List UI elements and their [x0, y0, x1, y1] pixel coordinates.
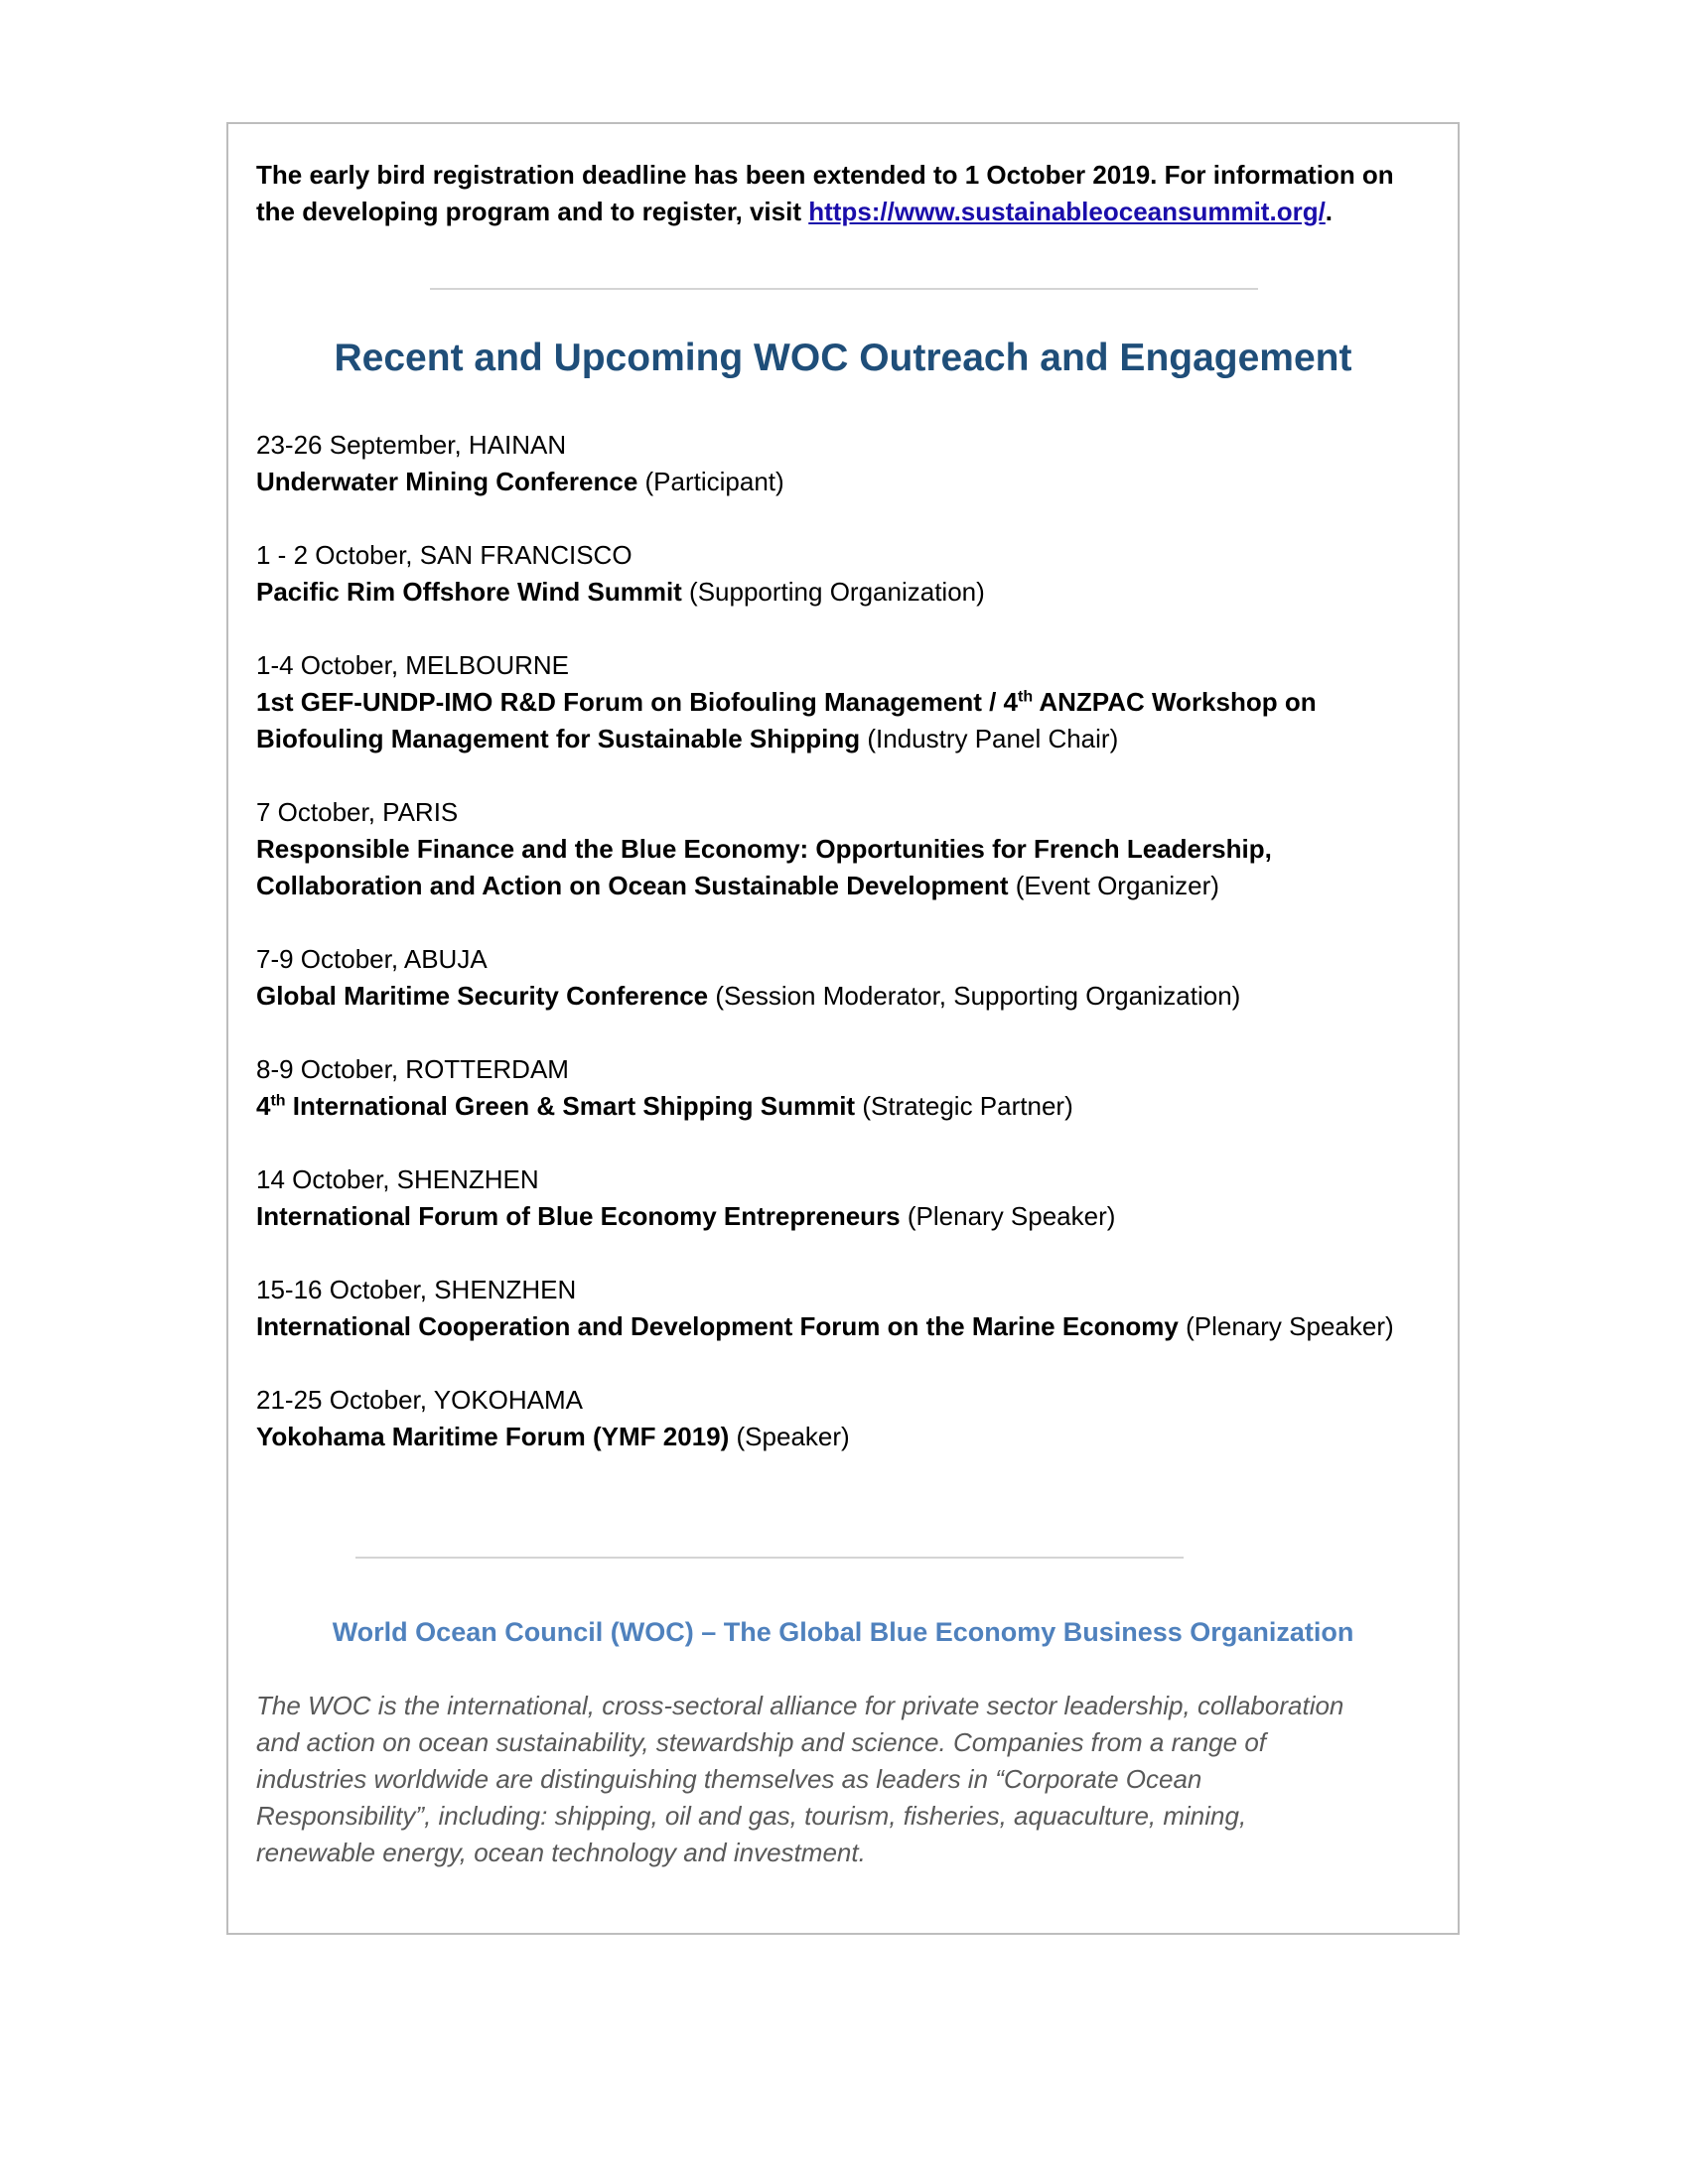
ordinal-suffix: th [270, 1092, 286, 1110]
event-item [256, 1272, 1428, 1345]
event-item [256, 427, 1428, 500]
event-item [256, 537, 1428, 611]
event-date-location: 1 - 2 October, SAN FRANCISCO [256, 540, 633, 570]
registration-notice [256, 157, 1428, 230]
event-date-location: 15-16 October, SHENZHEN [256, 1275, 577, 1304]
event-role: (Plenary Speaker) [1178, 1311, 1394, 1341]
event-item [256, 1051, 1428, 1125]
footer-title: World Ocean Council (WOC) – The Global Blue Economy Business Organization [332, 1617, 1354, 1647]
event-item [256, 1382, 1428, 1455]
event-name: International Forum of Blue Economy Entrepreneurs [256, 1201, 901, 1231]
event-item [256, 941, 1428, 1015]
event-name-part: International Green & Smart Shipping Summit [285, 1091, 856, 1121]
event-date-location: 14 October, SHENZHEN [256, 1164, 539, 1194]
event-role: (Strategic Partner) [855, 1091, 1073, 1121]
event-name: Global Maritime Security Conference [256, 981, 709, 1011]
top-divider [430, 288, 1258, 290]
event-name: Pacific Rim Offshore Wind Summit [256, 577, 682, 607]
event-date-location: 21-25 October, YOKOHAMA [256, 1385, 583, 1415]
event-role: (Session Moderator, Supporting Organization) [708, 981, 1241, 1011]
event-date-location: 23-26 September, HAINAN [256, 430, 567, 460]
event-date-location: 7-9 October, ABUJA [256, 944, 488, 974]
event-name: Underwater Mining Conference [256, 467, 638, 496]
event-name: Responsible Finance and the Blue Economy: Opportunities for French Leadership, Collaboration and Action on Ocean Sustainable Development [256, 834, 1272, 900]
event-name-part: ANZPAC Workshop on Biofouling Management for Sustainable Shipping [256, 687, 1317, 753]
bottom-divider [355, 1557, 1184, 1559]
event-role: (Supporting Organization) [681, 577, 985, 607]
event-item [256, 1161, 1428, 1235]
event-date-location: 8-9 October, ROTTERDAM [256, 1054, 569, 1084]
event-role: (Plenary Speaker) [900, 1201, 1116, 1231]
event-role: (Speaker) [729, 1422, 850, 1451]
event-name: Yokohama Maritime Forum (YMF 2019) [256, 1422, 730, 1451]
event-name [256, 1091, 855, 1121]
event-role: (Industry Panel Chair) [860, 724, 1119, 753]
event-name-part: 4 [256, 1091, 271, 1121]
registration-notice-text: The early bird registration deadline has been extended to 1 October 2019. For information on the developing program and to register, visit [256, 160, 1394, 226]
events-list [256, 427, 1428, 1492]
section-title: Recent and Upcoming WOC Outreach and Engagement [334, 337, 1352, 379]
event-date-location: 1-4 October, MELBOURNE [256, 650, 569, 680]
event-date-location: 7 October, PARIS [256, 797, 459, 827]
registration-notice-end: . [1325, 197, 1334, 226]
event-item [256, 647, 1428, 757]
event-role: (Event Organizer) [1008, 871, 1219, 900]
footer-description: The WOC is the international, cross-sectoral alliance for private sector leadership, collaboration and action on ocean sustainability, stewardship and science. Companies from a range of industries worldwide are distinguishing themselves as leaders in “Corporate Ocean Responsibility”, including: shipping, oil and gas, tourism, fisheries, aquaculture, mining, renewable energy, ocean technology and investment. [256, 1691, 1344, 1867]
event-name-part: 1st GEF-UNDP-IMO R&D Forum on Biofouling Management / 4 [256, 687, 1018, 717]
event-role: (Participant) [637, 467, 784, 496]
event-item [256, 794, 1428, 904]
event-name: International Cooperation and Development Forum on the Marine Economy [256, 1311, 1179, 1341]
ordinal-suffix: th [1018, 688, 1034, 706]
summit-link[interactable]: https://www.sustainableoceansummit.org/ [808, 197, 1326, 226]
event-name [256, 687, 1317, 753]
